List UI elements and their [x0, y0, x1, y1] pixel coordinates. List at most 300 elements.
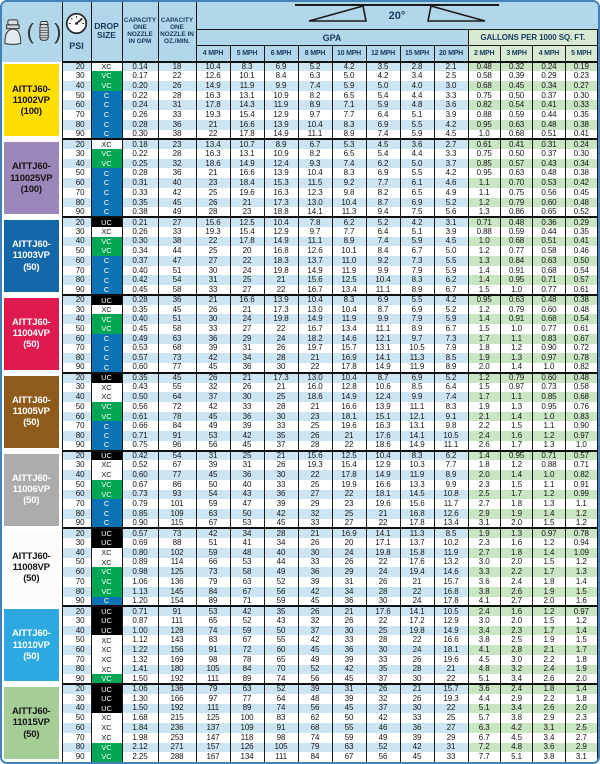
- gpa-value: 60: [264, 645, 298, 655]
- gpa-value: 12.4: [366, 392, 400, 402]
- psi-value: 90: [62, 752, 91, 762]
- gpa-value: 10.3: [400, 460, 434, 470]
- gallons-value: 1.7: [468, 392, 500, 402]
- gallons-value: 2.7: [468, 499, 500, 509]
- gpa-value: 48: [298, 694, 332, 704]
- gpa-value: 26: [332, 616, 366, 626]
- gallons-value: 5.1: [468, 674, 500, 684]
- gpa-value: 78: [230, 655, 264, 665]
- gpa-value: 15.6: [196, 217, 230, 227]
- gpa-value: 100: [230, 713, 264, 723]
- oz-value: 28: [158, 91, 196, 101]
- gpa-speed-header: 5 MPH: [230, 46, 264, 62]
- table-row: [2, 490, 598, 500]
- psi-value: 40: [62, 626, 91, 636]
- drop-size-badge: XC: [91, 645, 122, 655]
- gpa-value: 4.4: [400, 149, 434, 159]
- nozzle-group-AITTJ60-11003VP: [2, 217, 598, 295]
- gallons-value: 0.48: [565, 198, 597, 208]
- gpa-value: 45: [264, 519, 298, 529]
- gpm-value: 0.21: [122, 217, 158, 227]
- gpa-section-header: GPA: [196, 30, 468, 46]
- oz-value: 64: [158, 392, 196, 402]
- drop-size-badge: C: [91, 441, 122, 451]
- gpa-value: 50: [332, 713, 366, 723]
- gpa-value: 7.1: [332, 100, 366, 110]
- gallons-value: 0.88: [468, 110, 500, 120]
- gpa-value: 63: [332, 743, 366, 753]
- gallons-value: 1.5: [565, 587, 597, 597]
- gpa-value: 53: [196, 431, 230, 441]
- gpa-value: 4.9: [434, 188, 468, 198]
- oz-value: 91: [158, 606, 196, 616]
- gallons-value: 1.1: [565, 499, 597, 509]
- gpa-value: 14.9: [400, 441, 434, 451]
- gpm-value: 0.90: [122, 519, 158, 529]
- gpa-value: 4.2: [332, 62, 366, 72]
- gallons-value: 0.54: [565, 314, 597, 324]
- psi-header: [62, 2, 91, 62]
- gallons-value: 0.86: [500, 207, 532, 217]
- gpa-value: 7.5: [400, 207, 434, 217]
- gallons-value: 0.97: [533, 528, 565, 538]
- oz-value: 192: [158, 674, 196, 684]
- gallons-value: 0.82: [565, 363, 597, 373]
- gallons-value: 0.30: [565, 91, 597, 101]
- gpa-value: 5.9: [332, 81, 366, 91]
- gpa-value: 6.9: [400, 305, 434, 315]
- gpa-value: 47: [230, 499, 264, 509]
- drop-size-badge: UC: [91, 295, 122, 305]
- gpa-value: 79: [298, 743, 332, 753]
- gpa-value: 6.7: [434, 285, 468, 295]
- gpa-value: 18.6: [366, 441, 400, 451]
- gpa-value: 36: [298, 567, 332, 577]
- gpa-value: 11.3: [400, 528, 434, 538]
- gpm-value: 0.22: [122, 149, 158, 159]
- gpa-value: 17.3: [264, 305, 298, 315]
- table-row: [2, 392, 598, 402]
- gpa-value: 21: [230, 198, 264, 208]
- gpa-value: 74: [196, 626, 230, 636]
- gallons-value: 0.97: [533, 353, 565, 363]
- gpa-value: 22: [298, 470, 332, 480]
- gpa-value: 17.8: [400, 519, 434, 529]
- gpa-value: 14.1: [366, 353, 400, 363]
- oz-value: 58: [158, 324, 196, 334]
- gallons-value: 2.0: [500, 519, 532, 529]
- gpa-value: 15.6: [298, 275, 332, 285]
- oz-value: 91: [158, 431, 196, 441]
- gpa-value: 18.3: [264, 256, 298, 266]
- table-row: [2, 421, 598, 431]
- gpa-value: 18.6: [298, 392, 332, 402]
- gpa-value: 11.1: [434, 441, 468, 451]
- gpm-value: 1.98: [122, 733, 158, 743]
- gpm-value: 1.00: [122, 626, 158, 636]
- gpa-value: 25: [434, 713, 468, 723]
- oz-value: 288: [158, 752, 196, 762]
- gpa-value: 14.9: [434, 626, 468, 636]
- gpa-value: 7.4: [366, 130, 400, 140]
- gpa-value: 52: [230, 616, 264, 626]
- gpm-value: 0.66: [122, 421, 158, 431]
- gallons-value: 3.6: [468, 577, 500, 587]
- psi-value: 20: [62, 295, 91, 305]
- gpa-value: 14.6: [434, 567, 468, 577]
- gpa-value: 84: [196, 587, 230, 597]
- psi-value: 60: [62, 723, 91, 733]
- gpa-value: 6.9: [264, 62, 298, 72]
- gpa-value: 52: [264, 684, 298, 694]
- gallons-value: 0.43: [533, 159, 565, 169]
- gpa-value: 21: [400, 577, 434, 587]
- table-row: [2, 305, 598, 315]
- gallons-value: 1.3: [533, 499, 565, 509]
- gpa-value: 3.6: [400, 139, 434, 149]
- gpa-value: 5.0: [434, 246, 468, 256]
- gpa-value: 6.7: [400, 246, 434, 256]
- gpa-value: 31: [230, 344, 264, 354]
- gpa-value: 19.8: [264, 314, 298, 324]
- gpa-value: 3.9: [434, 110, 468, 120]
- gpa-value: 33: [196, 324, 230, 334]
- gpa-value: 32: [366, 694, 400, 704]
- gallons-value: 1.5: [468, 285, 500, 295]
- gpa-value: 11.9: [434, 548, 468, 558]
- gallons-value: 1.3: [500, 402, 532, 412]
- gallons-value: 1.9: [533, 587, 565, 597]
- table-row: [2, 567, 598, 577]
- gpa-value: 32: [196, 383, 230, 393]
- table-row: [2, 81, 598, 91]
- drop-size-badge: VC: [91, 314, 122, 324]
- gpa-value: 6.5: [400, 188, 434, 198]
- gpa-value: 42: [366, 713, 400, 723]
- gpa-value: 3.9: [434, 227, 468, 237]
- gallons-value: 1.4: [533, 509, 565, 519]
- drop-size-badge: C: [91, 519, 122, 529]
- gpa-value: 25: [298, 480, 332, 490]
- gpa-value: 4.2: [434, 120, 468, 130]
- gpm-value: 1.13: [122, 587, 158, 597]
- drop-size-badge: C: [91, 344, 122, 354]
- gpa-value: 17.8: [230, 130, 264, 140]
- oz-value: 38: [158, 237, 196, 247]
- gallons-value: 1.5: [468, 383, 500, 393]
- gallons-value: 0.57: [565, 451, 597, 461]
- gallons-value: 1.1: [500, 334, 532, 344]
- table-row: [2, 441, 598, 451]
- table-row: [2, 704, 598, 714]
- psi-value: 80: [62, 743, 91, 753]
- gallons-value: 4.8: [500, 743, 532, 753]
- table-row: [2, 344, 598, 354]
- gallons-value: 1.0: [533, 470, 565, 480]
- gpm-value: 0.30: [122, 237, 158, 247]
- gpa-value: 37: [366, 674, 400, 684]
- oz-value: 38: [158, 130, 196, 140]
- gpa-speed-header: 10 MPH: [332, 46, 366, 62]
- gpm-value: 0.45: [122, 324, 158, 334]
- gpa-value: 23: [298, 412, 332, 422]
- drop-size-badge: XC: [91, 665, 122, 675]
- psi-value: 60: [62, 645, 91, 655]
- gpa-value: 9.9: [434, 480, 468, 490]
- oz-value: 54: [158, 451, 196, 461]
- gallons-value: 0.27: [565, 81, 597, 91]
- gallons-value: 3.2: [500, 665, 532, 675]
- psi-value: 80: [62, 587, 91, 597]
- gallons-value: 0.72: [565, 344, 597, 354]
- gpm-value: 0.30: [122, 130, 158, 140]
- psi-value: 30: [62, 616, 91, 626]
- gpa-value: 67: [230, 635, 264, 645]
- gpa-value: 68: [298, 723, 332, 733]
- gpa-value: 8.9: [264, 139, 298, 149]
- gpa-value: 5.9: [434, 314, 468, 324]
- gallons-value: 0.37: [533, 149, 565, 159]
- gpm-value: 0.17: [122, 71, 158, 81]
- gpa-value: 15.8: [400, 548, 434, 558]
- psi-value: 20: [62, 373, 91, 383]
- gpm-value: 0.52: [122, 460, 158, 470]
- table-row: [2, 373, 598, 383]
- gallons-value: 1.8: [468, 344, 500, 354]
- oz-value: 115: [158, 519, 196, 529]
- drop-size-badge: VC: [91, 237, 122, 247]
- gpa-value: 27: [434, 723, 468, 733]
- gpa-value: 9.8: [332, 188, 366, 198]
- gpa-value: 30: [196, 266, 230, 276]
- gpa-value: 7.7: [366, 178, 400, 188]
- gpa-value: 16.6: [230, 168, 264, 178]
- gpa-value: 13.7: [400, 538, 434, 548]
- gallons-value: 1.4: [500, 412, 532, 422]
- gallons-value: 1.2: [468, 246, 500, 256]
- gallons-value: 4.8: [468, 665, 500, 675]
- gpa-value: 13.4: [332, 285, 366, 295]
- gpa-value: 11.1: [298, 130, 332, 140]
- oz-value: 180: [158, 665, 196, 675]
- gpa-value: 6.1: [400, 178, 434, 188]
- gpa-value: 14.9: [230, 159, 264, 169]
- gpa-value: 42: [196, 402, 230, 412]
- gpa-value: 167: [196, 752, 230, 762]
- gpa-value: 25: [264, 392, 298, 402]
- drop-size-badge: UC: [91, 694, 122, 704]
- drop-size-badge: C: [91, 188, 122, 198]
- gpa-value: 49: [196, 421, 230, 431]
- gpa-value: 83: [264, 713, 298, 723]
- gpa-value: 13.4: [196, 139, 230, 149]
- gpa-value: 26: [366, 684, 400, 694]
- psi-value: 90: [62, 597, 91, 607]
- oz-value: 32: [158, 159, 196, 169]
- gallons-value: 0.29: [565, 217, 597, 227]
- gpa-value: 10.8: [434, 490, 468, 500]
- gallons-value: 3.1: [468, 519, 500, 529]
- gpm-value: 0.60: [122, 470, 158, 480]
- gpm-value: 0.18: [122, 139, 158, 149]
- psi-value: 20: [62, 451, 91, 461]
- gallons-value: 0.78: [565, 353, 597, 363]
- gpa-value: 105: [264, 743, 298, 753]
- nozzle-model-cell: [2, 606, 62, 684]
- gpa-value: 74: [264, 674, 298, 684]
- gpa-value: 45: [196, 412, 230, 422]
- gallons-value: 0.31: [533, 139, 565, 149]
- gallons-value: 3.3: [468, 567, 500, 577]
- oz-value: 125: [158, 567, 196, 577]
- oz-value: 253: [158, 733, 196, 743]
- gpa-value: 74: [264, 704, 298, 714]
- gallons-value: 1.5: [468, 324, 500, 334]
- gpa-value: 24: [230, 266, 264, 276]
- gallons-value: 1.2: [565, 519, 597, 529]
- table-row: [2, 548, 598, 558]
- gpa-value: 55: [264, 635, 298, 645]
- oz-value: 128: [158, 626, 196, 636]
- gpa-value: 10.4: [196, 62, 230, 72]
- gallons-value: 0.29: [533, 71, 565, 81]
- gallons-value: 0.36: [533, 217, 565, 227]
- oz-value: 101: [158, 499, 196, 509]
- drop-size-badge: VC: [91, 159, 122, 169]
- gpa-value: 7.4: [434, 392, 468, 402]
- gpa-value: 5.3: [332, 139, 366, 149]
- gpa-value: 17.3: [264, 198, 298, 208]
- drop-size-badge: C: [91, 130, 122, 140]
- gpa-value: 31: [434, 743, 468, 753]
- nozzle-model-label: AITTJ60- 11008VP (50): [4, 531, 59, 603]
- gpa-value: 25: [196, 188, 230, 198]
- psi-value: 50: [62, 713, 91, 723]
- gallons-value: 2.2: [468, 421, 500, 431]
- psi-value: 80: [62, 665, 91, 675]
- gpa-value: 14.9: [196, 81, 230, 91]
- gpa-value: 22: [230, 256, 264, 266]
- gallons-value: 0.94: [565, 538, 597, 548]
- table-row: [2, 363, 598, 373]
- gpa-value: 26: [400, 655, 434, 665]
- gallons-value: 0.68: [500, 237, 532, 247]
- gpa-value: 7.7: [332, 110, 366, 120]
- gpa-value: 125: [196, 713, 230, 723]
- oz-value: 22: [158, 71, 196, 81]
- gpa-value: 16.8: [400, 509, 434, 519]
- gpa-value: 17.6: [366, 606, 400, 616]
- drop-size-badge: C: [91, 168, 122, 178]
- gallons-value: 0.19: [565, 62, 597, 72]
- gallons-value: 0.41: [565, 130, 597, 140]
- gpa-value: 7.4: [298, 81, 332, 91]
- gallons-value: 1.2: [565, 509, 597, 519]
- drop-size-badge: UC: [91, 704, 122, 714]
- gpa-value: 8.2: [298, 91, 332, 101]
- gpa-value: 67: [196, 519, 230, 529]
- drop-size-badge: C: [91, 198, 122, 208]
- gpa-value: 64: [264, 694, 298, 704]
- table-row: [2, 207, 598, 217]
- gpa-value: 3.4: [400, 71, 434, 81]
- gpa-value: 10.4: [298, 120, 332, 130]
- gpa-value: 62: [298, 713, 332, 723]
- gpm-value: 0.22: [122, 91, 158, 101]
- nozzle-model-label: AITTJ60- 11004VP (50): [4, 298, 59, 370]
- gpa-value: 52: [298, 665, 332, 675]
- gallons-value: 0.48: [533, 295, 565, 305]
- table-row: [2, 246, 598, 256]
- oz-value: 136: [158, 684, 196, 694]
- gallons-value: 2.0: [565, 704, 597, 714]
- gpa-value: 11.7: [434, 499, 468, 509]
- gallons-value: 2.6: [468, 441, 500, 451]
- drop-size-badge: UC: [91, 616, 122, 626]
- table-row: [2, 285, 598, 295]
- gallons-value: 0.83: [533, 334, 565, 344]
- gpa-value: 42: [298, 587, 332, 597]
- oz-value: 23: [158, 139, 196, 149]
- gallons-value: 1.2: [500, 460, 532, 470]
- psi-value: 40: [62, 237, 91, 247]
- gpa-value: 7.3: [434, 334, 468, 344]
- drop-size-badge: VC: [91, 149, 122, 159]
- gallons-value: 4.1: [468, 597, 500, 607]
- gpa-value: 24: [332, 548, 366, 558]
- gallons-value: 0.48: [500, 217, 532, 227]
- gallons-value: 1.8: [565, 655, 597, 665]
- gpa-value: 30: [400, 704, 434, 714]
- drop-size-badge: C: [91, 120, 122, 130]
- drop-size-badge: XC: [91, 723, 122, 733]
- gallons-value: 1.4: [565, 626, 597, 636]
- gallons-value: 1.8: [533, 577, 565, 587]
- gallons-value: 0.82: [565, 470, 597, 480]
- gpa-value: 34: [332, 587, 366, 597]
- gpa-value: 13.0: [298, 198, 332, 208]
- gallons-value: 0.35: [565, 227, 597, 237]
- gpa-value: 7.8: [298, 217, 332, 227]
- gpa-value: 4.0: [400, 81, 434, 91]
- table-row: [2, 733, 598, 743]
- drop-size-badge: C: [91, 421, 122, 431]
- table-row: [2, 674, 598, 684]
- nozzle-group-AITTJ60-11010VP: [2, 606, 598, 684]
- gpa-value: 29: [434, 733, 468, 743]
- psi-value: 90: [62, 207, 91, 217]
- gpa-value: 15.3: [264, 178, 298, 188]
- drop-size-badge: C: [91, 353, 122, 363]
- gpa-value: 26: [366, 577, 400, 587]
- gallons-value: 1.7: [468, 334, 500, 344]
- gpa-value: 10.7: [230, 139, 264, 149]
- gallons-value: 2.5: [468, 490, 500, 500]
- gpm-value: 1.84: [122, 723, 158, 733]
- drop-size-badge: C: [91, 509, 122, 519]
- gpa-value: 8.7: [366, 305, 400, 315]
- gpa-value: 147: [196, 733, 230, 743]
- drop-size-badge: C: [91, 597, 122, 607]
- gpa-value: 72: [230, 645, 264, 655]
- gpa-value: 33: [230, 402, 264, 412]
- gpa-value: 5.9: [400, 237, 434, 247]
- drop-size-badge: C: [91, 499, 122, 509]
- drop-size-badge: XC: [91, 655, 122, 665]
- gpa-value: 11.1: [400, 402, 434, 412]
- gallons-value: 0.63: [533, 256, 565, 266]
- drop-size-badge: UC: [91, 684, 122, 694]
